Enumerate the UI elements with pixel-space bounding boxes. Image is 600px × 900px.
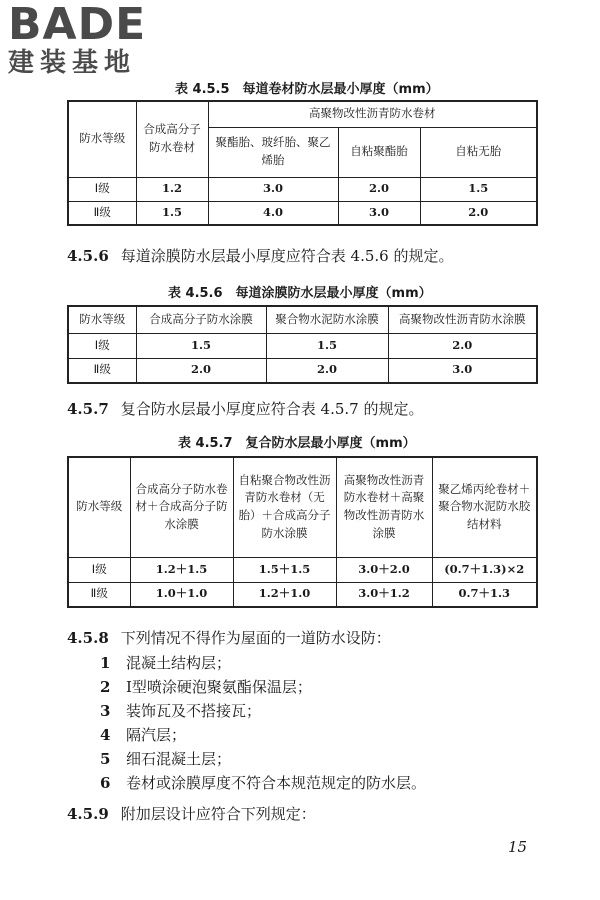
clause-number: 4.5.7 <box>67 400 109 418</box>
grade-cell: Ⅰ级 <box>68 333 136 358</box>
list-item: 3 装饰瓦及不搭接瓦； <box>100 702 262 720</box>
value-cell: 2.0 <box>338 177 420 201</box>
clause-text: 每道涂膜防水层最小厚度应符合表 4.5.6 的规定。 <box>120 247 454 265</box>
header-self-adhesive-sheet-plus-coating: 自粘聚合物改性沥青防水卷材（无胎）＋合成高分子防水涂膜 <box>233 457 336 557</box>
value-cell: 1.0＋1.0 <box>130 582 233 607</box>
value-cell: 3.0 <box>208 177 338 201</box>
value-cell: 3.0＋2.0 <box>336 557 432 582</box>
value-cell: 2.0 <box>136 358 266 383</box>
header-self-adhesive-polyester: 自粘聚酯胎 <box>338 127 420 177</box>
grade-cell: Ⅰ级 <box>68 177 136 201</box>
clause-number: 4.5.9 <box>67 805 109 823</box>
value-cell: 1.2＋1.5 <box>130 557 233 582</box>
list-item: 5 细石混凝土层； <box>100 750 232 768</box>
table-4-5-7 <box>67 456 538 608</box>
table-4-5-6 <box>67 305 538 384</box>
header-grade: 防水等级 <box>68 306 136 333</box>
grade-cell: Ⅰ级 <box>68 557 130 582</box>
table-4-5-5 <box>67 100 538 226</box>
value-cell: 1.2＋1.0 <box>233 582 336 607</box>
header-pe-polypropylene-plus-cement: 聚乙烯丙纶卷材＋聚合物水泥防水胶结材料 <box>432 457 537 557</box>
value-cell: 2.0 <box>420 201 537 225</box>
table-row <box>68 333 537 358</box>
list-item: 6 卷材或涂膜厚度不符合本规范规定的防水层。 <box>100 774 427 792</box>
value-cell: (0.7＋1.3)×2 <box>432 557 537 582</box>
header-self-adhesive-no-base: 自粘无胎 <box>420 127 537 177</box>
list-item: 1 混凝土结构层； <box>100 654 232 672</box>
value-cell: 1.2 <box>136 177 208 201</box>
list-item: 4 隔汽层； <box>100 726 187 744</box>
value-cell: 3.0＋1.2 <box>336 582 432 607</box>
table-4-5-7-caption: 表 4.5.7 复合防水层最小厚度（mm） <box>178 436 416 451</box>
table-4-5-6-caption: 表 4.5.6 每道涂膜防水层最小厚度（mm） <box>168 286 432 301</box>
value-cell: 1.5 <box>420 177 537 201</box>
clause-4-5-7 <box>67 398 423 419</box>
value-cell: 2.0 <box>388 333 537 358</box>
value-cell: 1.5 <box>266 333 388 358</box>
header-polyester-fiberglass-pe: 聚酯胎、玻纤胎、聚乙烯胎 <box>208 127 338 177</box>
grade-cell: Ⅱ级 <box>68 201 136 225</box>
table-row <box>68 358 537 383</box>
logo-wordmark: BADE <box>8 0 147 50</box>
table-row <box>68 582 537 607</box>
header-polymer-sheet-plus-coating: 合成高分子防水卷材＋合成高分子防水涂膜 <box>130 457 233 557</box>
value-cell: 4.0 <box>208 201 338 225</box>
header-modified-asphalt-sheet-plus-coating: 高聚物改性沥青防水卷材＋高聚物改性沥青防水涂膜 <box>336 457 432 557</box>
header-polymer-cement-coating: 聚合物水泥防水涂膜 <box>266 306 388 333</box>
clause-text: 复合防水层最小厚度应符合表 4.5.7 的规定。 <box>120 400 424 418</box>
clause-number: 4.5.6 <box>67 247 109 265</box>
clause-4-5-8-list <box>100 651 426 795</box>
clause-4-5-8 <box>67 627 391 648</box>
clause-number: 4.5.8 <box>67 629 109 647</box>
value-cell: 1.5 <box>136 333 266 358</box>
value-cell: 0.7＋1.3 <box>432 582 537 607</box>
header-grade: 防水等级 <box>68 101 136 177</box>
clause-text: 下列情况不得作为屋面的一道防水设防： <box>120 629 391 647</box>
header-polymer-sheet: 合成高分子防水卷材 <box>136 101 208 177</box>
page-number: 15 <box>508 838 528 856</box>
bade-logo <box>8 2 183 78</box>
clause-text: 附加层设计应符合下列规定： <box>120 805 316 823</box>
value-cell: 1.5 <box>136 201 208 225</box>
header-grade: 防水等级 <box>68 457 130 557</box>
table-4-5-5-caption: 表 4.5.5 每道卷材防水层最小厚度（mm） <box>175 82 439 97</box>
header-polymer-coating: 合成高分子防水涂膜 <box>136 306 266 333</box>
value-cell: 2.0 <box>266 358 388 383</box>
table-row <box>68 177 537 201</box>
header-modified-asphalt-group: 高聚物改性沥青防水卷材 <box>208 101 537 127</box>
value-cell: 3.0 <box>388 358 537 383</box>
grade-cell: Ⅱ级 <box>68 582 130 607</box>
table-row <box>68 557 537 582</box>
value-cell: 3.0 <box>338 201 420 225</box>
clause-4-5-9 <box>67 803 316 824</box>
logo-subtitle: 建装基地 <box>8 48 137 78</box>
table-row <box>68 201 537 225</box>
list-item: 2 Ⅰ型喷涂硬泡聚氨酯保温层； <box>100 678 312 696</box>
value-cell: 1.5＋1.5 <box>233 557 336 582</box>
header-modified-asphalt-coating: 高聚物改性沥青防水涂膜 <box>388 306 537 333</box>
grade-cell: Ⅱ级 <box>68 358 136 383</box>
clause-4-5-6 <box>67 245 453 266</box>
